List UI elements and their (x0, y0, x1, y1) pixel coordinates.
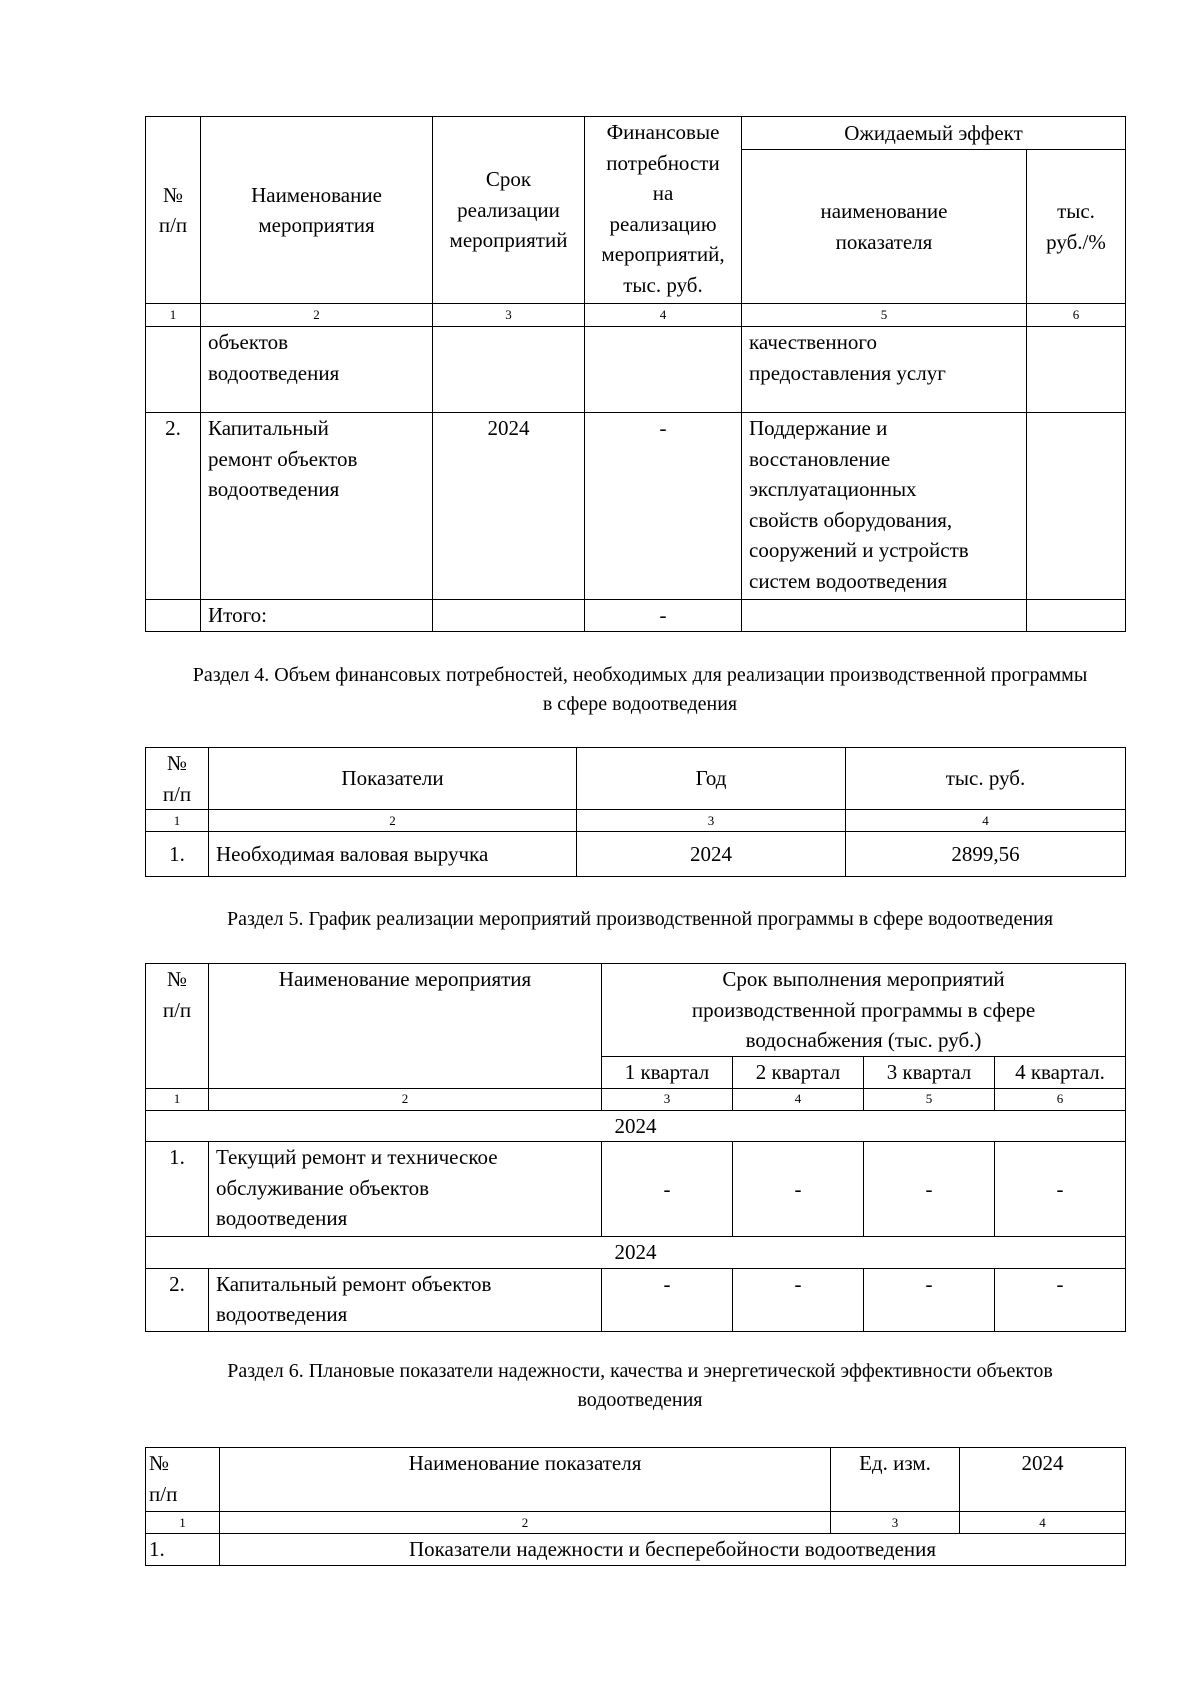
section-4-title: Раздел 4. Объем финансовых потребностей, необходимых для реализации производственной программы в сфере водоотведения (192, 664, 1088, 715)
reliability-indicators-table (145, 1447, 1126, 1566)
cell-activity-name: Текущий ремонт и техническое обслуживание объектов водоотведения (209, 1142, 602, 1237)
total-label: Итого: (201, 600, 433, 632)
col-number: 6 (1027, 304, 1126, 327)
year-group-row: 2024 (146, 1110, 1126, 1142)
table-row (146, 413, 1126, 600)
table-row (146, 1534, 1126, 1566)
cell-quarter-1: - (602, 1142, 733, 1237)
header-year: 2024 (960, 1448, 1126, 1512)
cell-group-title: Показатели надежности и бесперебойности водоотведения (220, 1534, 1126, 1566)
header-no: № п/п (146, 748, 209, 810)
col-number: 3 (577, 810, 846, 832)
total-finance: - (585, 600, 742, 632)
col-number: 6 (995, 1088, 1126, 1110)
header-indicator-name: Наименование показателя (220, 1448, 831, 1512)
cell-no (146, 600, 201, 632)
header-activity-name: Наименование мероприятия (201, 117, 433, 304)
cell-quarter-4: - (995, 1268, 1126, 1331)
activities-effect-table (145, 116, 1126, 632)
cell-term (433, 600, 585, 632)
cell-effect: качественного предоставления услуг (742, 327, 1027, 413)
col-number: 2 (209, 810, 577, 832)
header-expected-effect: Ожидаемый эффект (742, 117, 1126, 150)
header-term: Срок реализации мероприятий (433, 117, 585, 304)
cell-term: 2024 (433, 413, 585, 600)
col-number: 1 (146, 1512, 220, 1534)
cell-finance (585, 327, 742, 413)
header-no: № п/п (146, 1448, 220, 1512)
header-quarter-2: 2 квартал (733, 1057, 864, 1089)
cell-no: 1. (146, 1534, 220, 1566)
cell-no: 2. (146, 1268, 209, 1331)
col-number: 3 (831, 1512, 960, 1534)
total-row (146, 600, 1126, 632)
col-number: 2 (209, 1088, 602, 1110)
cell-year: 2024 (577, 832, 846, 877)
header-unit: Ед. изм. (831, 1448, 960, 1512)
cell-unit (1027, 413, 1126, 600)
col-number: 4 (960, 1512, 1126, 1534)
header-unit: тыс. руб./% (1027, 150, 1126, 304)
cell-term (433, 327, 585, 413)
col-number: 1 (146, 1088, 209, 1110)
cell-unit (1027, 600, 1126, 632)
cell-activity-name: Капитальный ремонт объектов водоотведения (209, 1268, 602, 1331)
header-no: № п/п (146, 117, 201, 304)
col-number: 1 (146, 810, 209, 832)
cell-unit (1027, 327, 1126, 413)
cell-quarter-3: - (864, 1142, 995, 1237)
cell-no (146, 327, 201, 413)
cell-effect: Поддержание и восстановление эксплуатационных свойств оборудования, сооружений и устройств систем водоотведения (742, 413, 1027, 600)
table-row (146, 832, 1126, 877)
header-indicators: Показатели (209, 748, 577, 810)
header-no: № п/п (146, 964, 209, 1089)
year-group-row: 2024 (146, 1237, 1126, 1269)
header-quarter-4: 4 квартал. (995, 1057, 1126, 1089)
section-6-title: Раздел 6. Плановые показатели надежности, качества и энергетической эффективности объектов водоотведения (227, 1360, 1053, 1411)
header-activity-name: Наименование мероприятия (209, 964, 602, 1089)
cell-effect (742, 600, 1027, 632)
cell-quarter-2: - (733, 1268, 864, 1331)
col-number: 3 (602, 1088, 733, 1110)
col-number: 4 (846, 810, 1126, 832)
col-number: 2 (201, 304, 433, 327)
col-number: 4 (733, 1088, 864, 1110)
col-number: 5 (864, 1088, 995, 1110)
cell-quarter-3: - (864, 1268, 995, 1331)
header-quarter-3: 3 квартал (864, 1057, 995, 1089)
cell-no: 1. (146, 1142, 209, 1237)
col-number: 5 (742, 304, 1027, 327)
financial-needs-table (145, 747, 1126, 877)
table-row (146, 1268, 1126, 1331)
header-value: тыс. руб. (846, 748, 1126, 810)
col-number: 1 (146, 304, 201, 327)
cell-value: 2899,56 (846, 832, 1126, 877)
header-finance: Финансовые потребности на реализацию мероприятий, тыс. руб. (585, 117, 742, 304)
col-number: 2 (220, 1512, 831, 1534)
section-5-title: Раздел 5. График реализации мероприятий производственной программы в сфере водоотведения (226, 908, 1054, 930)
header-quarter-1: 1 квартал (602, 1057, 733, 1089)
cell-activity-name: объектов водоотведения (201, 327, 433, 413)
cell-quarter-1: - (602, 1268, 733, 1331)
cell-activity-name: Капитальный ремонт объектов водоотведения (201, 413, 433, 600)
cell-finance: - (585, 413, 742, 600)
table-row (146, 327, 1126, 413)
col-number: 4 (585, 304, 742, 327)
header-schedule: Срок выполнения мероприятий производственной программы в сфере водоснабжения (тыс. руб.) (602, 964, 1126, 1057)
cell-quarter-2: - (733, 1142, 864, 1237)
cell-quarter-4: - (995, 1142, 1126, 1237)
header-year: Год (577, 748, 846, 810)
table-row (146, 1142, 1126, 1237)
cell-indicator: Необходимая валовая выручка (209, 832, 577, 877)
col-number: 3 (433, 304, 585, 327)
cell-no: 1. (146, 832, 209, 877)
schedule-table (145, 963, 1126, 1332)
header-indicator-name: наименование показателя (742, 150, 1027, 304)
cell-no: 2. (146, 413, 201, 600)
